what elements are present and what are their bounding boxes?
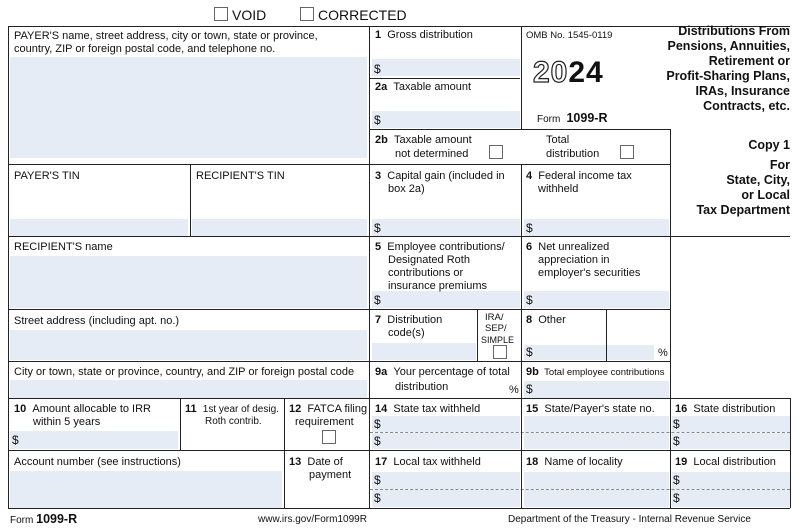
box8-dollar: $ (526, 345, 533, 359)
box15-field-1[interactable] (524, 416, 669, 432)
rule-10-11 (180, 398, 181, 450)
void-label: VOID (232, 7, 267, 23)
recipient-tin-field[interactable] (192, 219, 367, 236)
box5-label-2: Designated Roth (388, 254, 470, 266)
box1-field[interactable] (372, 59, 520, 76)
dash-14-16 (370, 432, 790, 433)
tax-year-prefix: 20 (533, 56, 569, 89)
account-field[interactable] (10, 471, 282, 509)
box6-label-3: employer's securities (538, 267, 641, 279)
box19-dollar-2: $ (673, 491, 680, 505)
copy-title: Copy 1 For State, City, or Local Tax Department (696, 138, 790, 217)
fatca-checkbox[interactable] (322, 430, 336, 444)
rule-row13-top (8, 450, 790, 451)
rule-tin-split (190, 164, 191, 236)
box17-field-1[interactable] (372, 472, 520, 489)
box4-dollar: $ (526, 221, 533, 235)
box3-label-2: box 2a) (388, 183, 425, 195)
box12-label-1: 12 FATCA filing (289, 403, 368, 415)
box17-dollar-2: $ (374, 491, 381, 505)
rule-left (8, 26, 9, 508)
box16-dollar-1: $ (673, 417, 680, 431)
rule-mid (521, 164, 522, 508)
box9a-label-1: 9a Your percentage of total (375, 366, 510, 378)
box7-field[interactable] (372, 343, 476, 360)
box9a-label-2: distribution (395, 381, 449, 393)
corrected-checkbox[interactable] (300, 7, 314, 21)
rule-right-col-2 (670, 398, 671, 508)
box5-label-3: contributions or (388, 267, 464, 279)
box2a-label: 2a Taxable amount (375, 81, 472, 93)
box8-percent: % (658, 347, 668, 359)
box6-field[interactable] (524, 291, 669, 308)
rule-right-edge (790, 398, 791, 508)
payer-name-field[interactable] (10, 57, 367, 158)
box5-field[interactable] (372, 291, 520, 308)
box10-label-2: within 5 years (33, 416, 101, 428)
box13-label-2: payment (309, 469, 352, 481)
box9b-field[interactable] (524, 381, 669, 398)
rule-copy-bot (670, 236, 790, 237)
box9b-label: 9b Total employee contributions (526, 366, 665, 378)
rule-bottom (8, 508, 790, 509)
box16-dollar-2: $ (673, 434, 680, 448)
box14-dollar-2: $ (374, 434, 381, 448)
rule-tin-top (8, 164, 670, 165)
rule-omb-left (521, 26, 522, 129)
box11-label-1: 11 1st year of desig. (185, 403, 279, 415)
box17-field-2[interactable] (372, 490, 520, 507)
total-dist-checkbox[interactable] (620, 145, 634, 159)
ira-checkbox[interactable] (493, 345, 507, 359)
box16-field-2[interactable] (672, 433, 790, 449)
corrected-label: CORRECTED (318, 7, 407, 23)
box17-label: 17 Local tax withheld (375, 456, 481, 468)
form-title: Distributions From Pensions, Annuities, Retirement or Profit-Sharing Plans, IRAs, Insurance Contracts, etc. (666, 24, 790, 113)
rule-recipient-top (8, 236, 670, 237)
box3-dollar: $ (374, 221, 381, 235)
city-field[interactable] (10, 380, 367, 398)
footer-dept: Department of the Treasury - Internal Revenue Service (508, 514, 751, 525)
box5-label-4: insurance premiums (388, 280, 488, 292)
box9b-dollar: $ (526, 382, 533, 396)
rule-row10-top (8, 398, 790, 399)
box14-field-1[interactable] (372, 416, 520, 432)
recipient-name-label: RECIPIENT'S name (14, 241, 113, 253)
box17-dollar-1: $ (374, 473, 381, 487)
box19-field-1[interactable] (672, 472, 790, 489)
box19-field-2[interactable] (672, 490, 790, 507)
tax-year (533, 57, 604, 89)
account-label: Account number (see instructions) (14, 456, 181, 468)
footer-form: Form 1099-R (10, 512, 78, 526)
ira-label-3: SIMPLE (481, 335, 515, 345)
box4-label-1: 4 Federal income tax (526, 170, 632, 182)
box2b-checkbox[interactable] (489, 145, 503, 159)
box19-label: 19 Local distribution (675, 456, 776, 468)
box13-label-1: 13 Date of (289, 456, 343, 468)
city-label: City or town, state or province, country, and ZIP or foreign postal code (14, 366, 355, 378)
street-address-field[interactable] (10, 330, 367, 360)
box14-label: 14 State tax withheld (375, 403, 481, 415)
tax-year-suffix: 24 (568, 56, 604, 89)
box7-label-1: 7 Distribution (375, 314, 443, 326)
dash-17-19 (370, 489, 790, 490)
recipient-name-field[interactable] (10, 256, 367, 308)
ira-label-2: SEP/ (485, 323, 507, 334)
box7-label-2: code(s) (388, 327, 425, 339)
payer-tin-label: PAYER'S TIN (14, 170, 80, 182)
box6-label-2: appreciation in (538, 254, 610, 266)
street-label: Street address (including apt. no.) (14, 315, 180, 327)
box16-label: 16 State distribution (675, 403, 776, 415)
box18-label: 18 Name of locality (526, 456, 623, 468)
box18-field-2[interactable] (524, 490, 669, 507)
box12-label-2: requirement (295, 416, 354, 428)
box15-label: 15 State/Payer's state no. (526, 403, 655, 415)
omb-form-label: Form 1099-R (537, 111, 608, 125)
rule-2a-top (370, 78, 520, 79)
rule-2b-top (370, 129, 670, 130)
box6-label-1: 6 Net unrealized (526, 241, 610, 253)
box8-label: 8 Other (526, 314, 566, 326)
box4-label-2: withheld (538, 183, 579, 195)
rule-city-top (8, 361, 670, 362)
box19-dollar-1: $ (673, 473, 680, 487)
box8-pct-field[interactable] (608, 345, 654, 360)
ira-label-1: IRA/ (485, 312, 504, 323)
box11-label-2: Roth contrib. (205, 416, 262, 427)
rule-8-split (606, 309, 607, 361)
box10-field[interactable] (10, 431, 178, 449)
box9a-percent: % (509, 384, 519, 396)
footer-url: www.irs.gov/Form1099R (258, 514, 367, 525)
payer-name-label-1: PAYER'S name, street address, city or town, state or province, (14, 30, 318, 42)
rule-11-12 (284, 398, 285, 508)
box2b-label-1: 2b Taxable amount (375, 134, 472, 146)
box15-field-2[interactable] (524, 433, 669, 449)
box5-dollar: $ (374, 293, 381, 307)
payer-name-label-2: country, ZIP or foreign postal code, and telephone no. (14, 43, 276, 55)
box2a-field[interactable] (372, 111, 520, 128)
payer-tin-field[interactable] (10, 219, 188, 236)
box3-field[interactable] (372, 219, 520, 236)
box1-dollar: $ (374, 62, 381, 76)
void-checkbox[interactable] (214, 7, 228, 21)
box14-dollar-1: $ (374, 417, 381, 431)
omb-number: OMB No. 1545-0119 (526, 30, 613, 41)
box5-label-1: 5 Employee contributions/ (375, 241, 505, 253)
total-dist-label-1: Total (546, 134, 570, 146)
box14-field-2[interactable] (372, 433, 520, 449)
box10-label-1: 10 Amount allocable to IRR (14, 403, 151, 415)
box2b-label-2: not determined (395, 148, 469, 160)
box2a-dollar: $ (374, 113, 381, 127)
box16-field-1[interactable] (672, 416, 790, 432)
recipient-tin-label: RECIPIENT'S TIN (196, 170, 285, 182)
rule-street-top (8, 309, 670, 310)
rule-ira-split (477, 309, 478, 361)
rule-payer-right (369, 26, 370, 508)
box6-dollar: $ (526, 293, 533, 307)
box10-dollar: $ (12, 433, 19, 447)
total-dist-label-2: distribution (546, 148, 600, 160)
box1-label: 1 Gross distribution (375, 29, 473, 41)
box4-field[interactable] (524, 219, 669, 236)
box18-field-1[interactable] (524, 472, 669, 489)
box3-label-1: 3 Capital gain (included in (375, 170, 505, 182)
